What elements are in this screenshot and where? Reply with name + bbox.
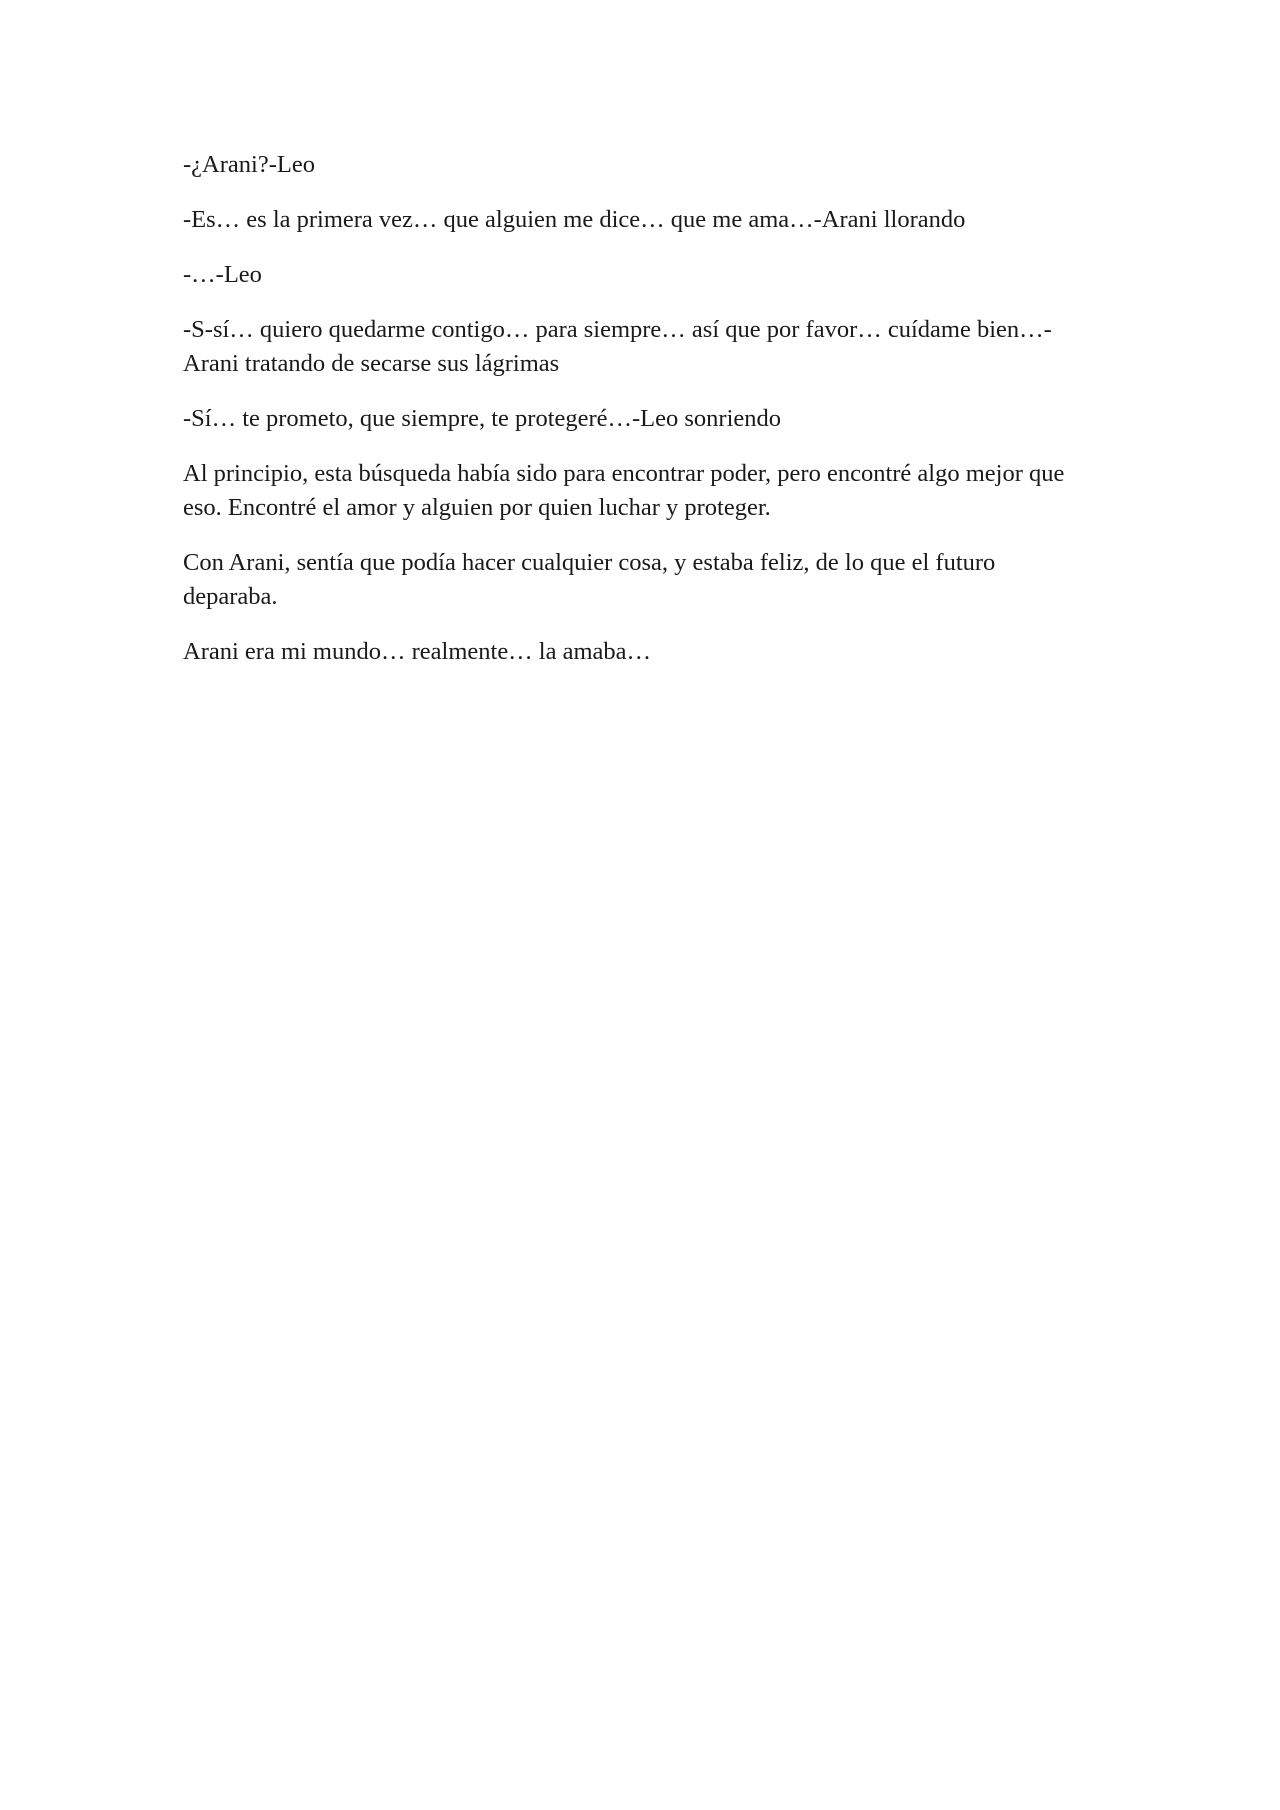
paragraph: Arani era mi mundo… realmente… la amaba… — [183, 638, 652, 665]
paragraph: -…-Leo — [183, 261, 262, 288]
paragraph: -Sí… te prometo, que siempre, te protegeré…-Leo sonriendo — [183, 405, 782, 432]
paragraph: Con Arani, sentía que podía hacer cualquier cosa, y estaba feliz, de lo que el futuro deparaba. — [183, 549, 996, 610]
paragraph: -S-sí… quiero quedarme contigo… para siempre… así que por favor… cuídame bien…-Arani tratando de secarse sus lágrimas — [183, 316, 1052, 377]
paragraph: Al principio, esta búsqueda había sido para encontrar poder, pero encontré algo mejor que eso. Encontré el amor y alguien por quien luchar y proteger. — [183, 460, 1065, 521]
document-body — [183, 148, 1083, 690]
paragraph: -Es… es la primera vez… que alguien me dice… que me ama…-Arani llorando — [183, 206, 966, 233]
paragraph: -¿Arani?-Leo — [183, 151, 315, 178]
